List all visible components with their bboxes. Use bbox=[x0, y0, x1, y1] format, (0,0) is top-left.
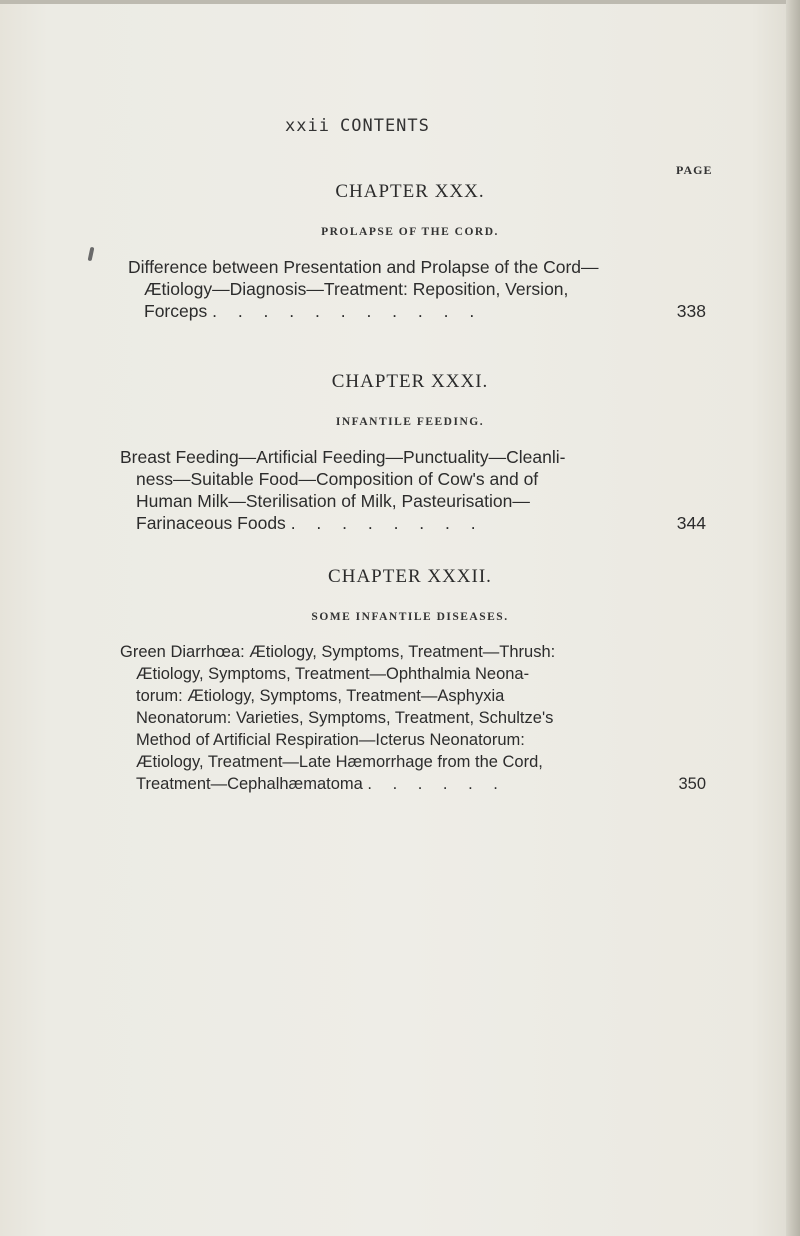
chapter-subtitle: PROLAPSE OF THE CORD. bbox=[321, 226, 499, 238]
entry-line: Difference between Presentation and Prolapse of the Cord— bbox=[128, 257, 599, 277]
entry-line: Green Diarrhœa: Ætiology, Symptoms, Treatment—Thrush: bbox=[120, 643, 556, 661]
running-header bbox=[0, 116, 800, 136]
page-number: 344 bbox=[676, 513, 706, 533]
entry-line: Ætiology, Treatment—Late Hæmorrhage from the Cord, bbox=[136, 753, 543, 771]
page-binding-edge bbox=[786, 0, 800, 1236]
entry-line: ness—Suitable Food—Composition of Cow's and of bbox=[136, 469, 539, 489]
entry-line: Neonatorum: Varieties, Symptoms, Treatment, Schultze's bbox=[136, 709, 554, 727]
page-column-label: PAGE bbox=[676, 163, 713, 177]
chapter-title: CHAPTER XXXI. bbox=[331, 371, 489, 392]
entry-line bbox=[128, 300, 706, 322]
entry-line-text: Farinaceous Foods bbox=[136, 513, 286, 533]
chapter-subtitle: SOME INFANTILE DISEASES. bbox=[311, 611, 509, 623]
entry-line: Human Milk—Sterilisation of Milk, Pasteurisation— bbox=[136, 491, 530, 511]
contents-entry bbox=[120, 641, 706, 795]
page-number: 350 bbox=[678, 775, 706, 793]
page-folio: xxii bbox=[285, 116, 330, 136]
running-title: CONTENTS bbox=[340, 116, 430, 136]
chapter-xxxii bbox=[120, 565, 706, 795]
entry-line: Method of Artificial Respiration—Icterus Neonatorum: bbox=[136, 731, 525, 749]
chapter-title: CHAPTER XXXII. bbox=[328, 566, 492, 587]
contents-entry bbox=[120, 446, 706, 534]
entry-line: Ætiology, Symptoms, Treatment—Ophthalmia Neona- bbox=[136, 665, 530, 683]
entry-line: Ætiology—Diagnosis—Treatment: Reposition, Version, bbox=[144, 279, 569, 299]
entry-line bbox=[120, 773, 706, 795]
chapter-subtitle: INFANTILE FEEDING. bbox=[335, 416, 485, 428]
dot-leaders: . . . . . . . . . . . bbox=[212, 301, 483, 321]
entry-line-text: Forceps bbox=[144, 301, 208, 321]
entry-line: torum: Ætiology, Symptoms, Treatment—Asphyxia bbox=[136, 687, 505, 705]
contents-entry bbox=[128, 256, 706, 322]
dot-leaders: . . . . . . bbox=[367, 775, 506, 793]
entry-line bbox=[120, 512, 706, 534]
chapter-title: CHAPTER XXX. bbox=[335, 181, 485, 202]
chapter-xxx bbox=[120, 180, 706, 322]
dot-leaders: . . . . . . . . bbox=[290, 513, 484, 533]
page-number: 338 bbox=[676, 301, 706, 321]
entry-line-text: Treatment—Cephalhæmatoma bbox=[136, 775, 363, 793]
ink-mark bbox=[88, 247, 95, 262]
chapter-xxxi bbox=[120, 370, 706, 534]
page-top-edge bbox=[0, 0, 800, 4]
entry-line: Breast Feeding—Artificial Feeding—Punctuality—Cleanli- bbox=[120, 447, 566, 467]
